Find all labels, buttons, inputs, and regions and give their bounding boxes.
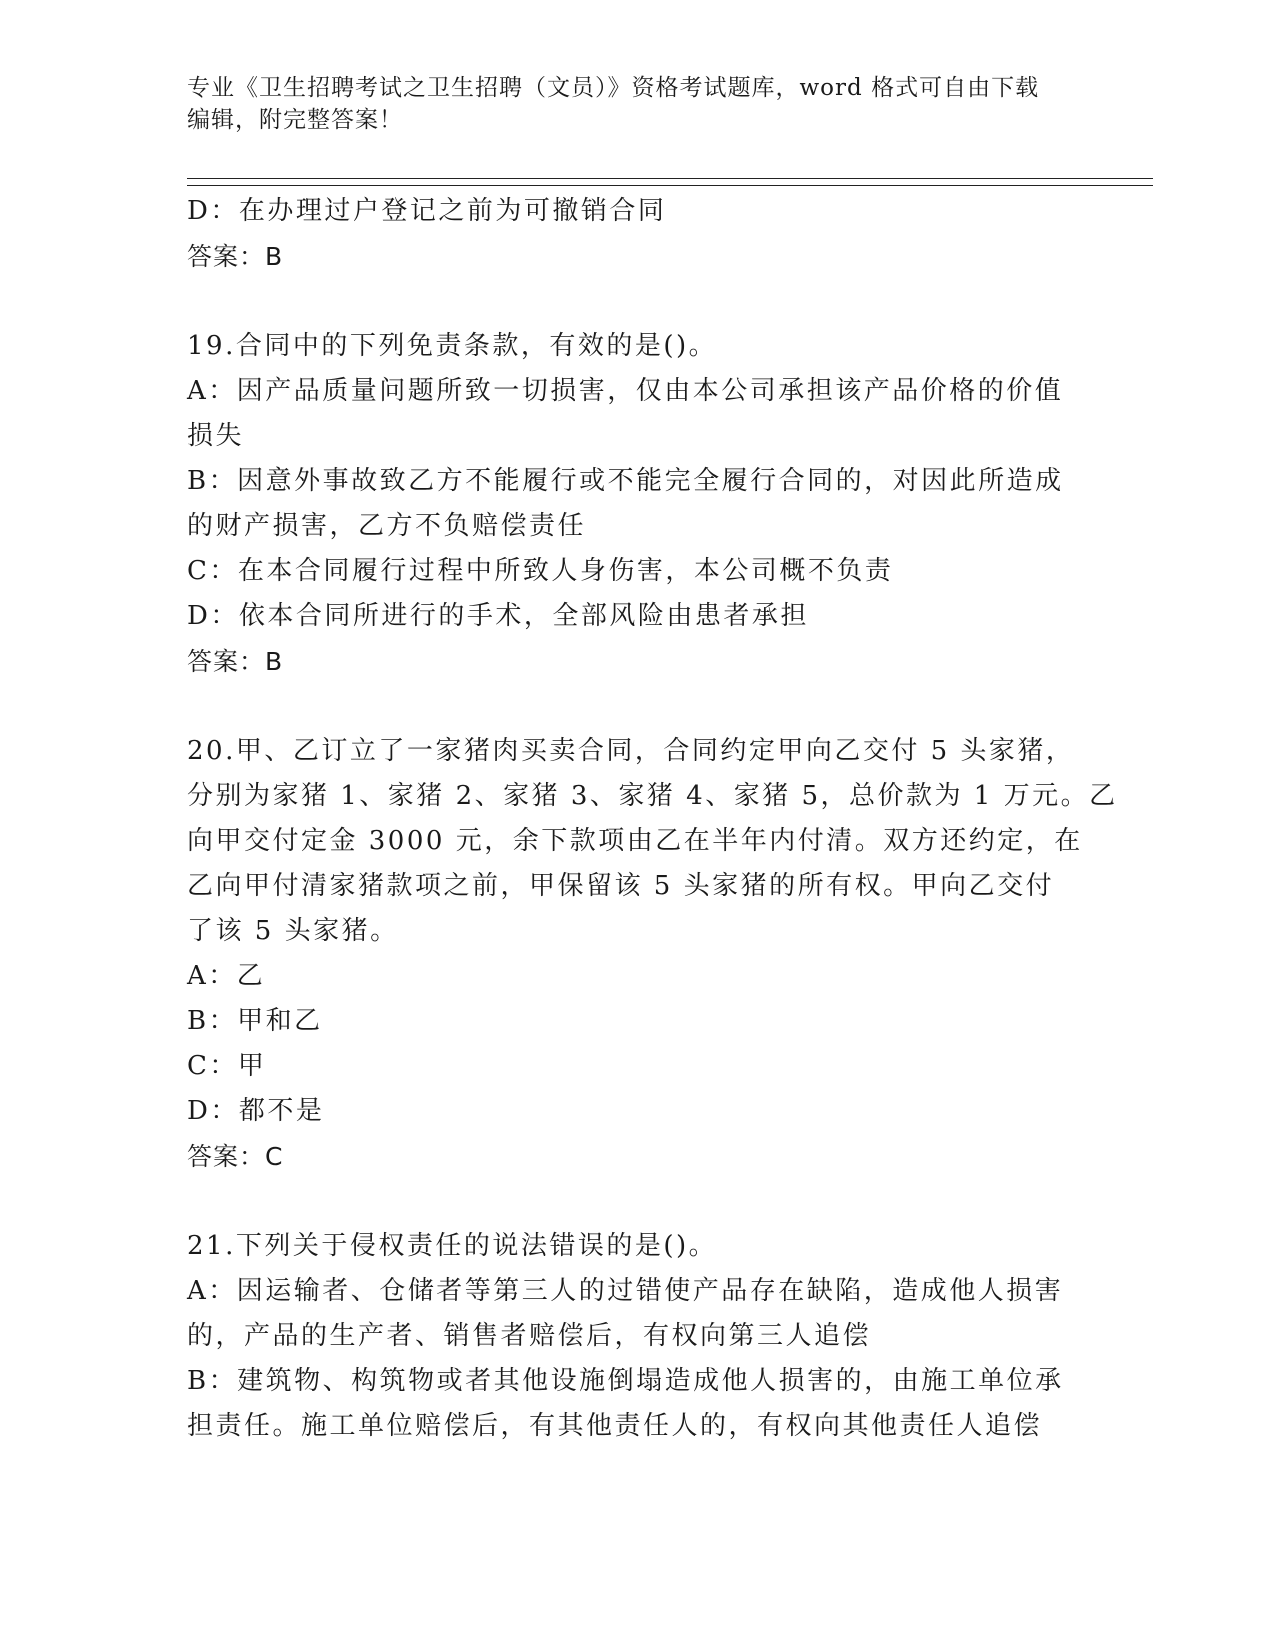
q19-option-b-line-2: 的财产损害，乙方不负赔偿责任 xyxy=(187,511,587,541)
q20-stem-line-3: 向甲交付定金 3000 元，余下款项由乙在半年内付清。双方还约定，在 xyxy=(187,826,1083,856)
q20-stem-line-1: 20.甲、乙订立了一家猪肉买卖合同，合同约定甲向乙交付 5 头家猪， xyxy=(187,736,1075,766)
question-20 xyxy=(187,729,1118,1179)
q20-stem-line-4: 乙向甲付清家猪款项之前，甲保留该 5 头家猪的所有权。甲向乙交付 xyxy=(187,871,1055,901)
q19-option-d: D：依本合同所进行的手术，全部风险由患者承担 xyxy=(187,601,809,631)
q21-option-b-line-1: B：建筑物、构筑物或者其他设施倒塌造成他人损害的，由施工单位承 xyxy=(187,1366,1064,1396)
spacer xyxy=(187,684,1087,729)
q20-option-a: A：乙 xyxy=(187,961,266,991)
page-header xyxy=(187,72,1067,136)
question-content xyxy=(187,189,1118,1449)
spacer xyxy=(187,1179,1087,1224)
q20-option-b: B：甲和乙 xyxy=(187,1006,323,1036)
q20-answer: 答案：C xyxy=(187,1142,284,1171)
q20-stem-line-5: 了该 5 头家猪。 xyxy=(187,916,399,946)
header-divider xyxy=(187,178,1153,186)
question-21 xyxy=(187,1224,1087,1449)
q19-stem: 19.合同中的下列免责条款，有效的是()。 xyxy=(187,331,718,361)
spacer xyxy=(187,279,1087,324)
q18-option-d: D：在办理过户登记之前为可撤销合同 xyxy=(187,196,667,226)
q21-option-a-line-2: 的，产品的生产者、销售者赔偿后，有权向第三人追偿 xyxy=(187,1321,872,1351)
header-line-1: 专业《卫生招聘考试之卫生招聘（文员）》资格考试题库，word 格式可自由下载 xyxy=(187,75,1040,101)
q20-option-c: C：甲 xyxy=(187,1051,267,1081)
q19-answer: 答案：B xyxy=(187,647,284,676)
q20-option-d: D：都不是 xyxy=(187,1096,325,1126)
q19-option-a-line-2: 损失 xyxy=(187,421,245,451)
question-18-fragment xyxy=(187,189,1087,279)
q20-stem-line-2: 分别为家猪 1、家猪 2、家猪 3、家猪 4、家猪 5，总价款为 1 万元。乙 xyxy=(187,781,1118,811)
header-line-2: 编辑，附完整答案！ xyxy=(187,107,403,133)
q21-option-a-line-1: A：因运输者、仓储者等第三人的过错使产品存在缺陷，造成他人损害 xyxy=(187,1276,1064,1306)
q19-option-a-line-1: A：因产品质量问题所致一切损害，仅由本公司承担该产品价格的价值 xyxy=(187,376,1064,406)
q18-answer: 答案：B xyxy=(187,242,284,271)
q21-option-b-line-2: 担责任。施工单位赔偿后，有其他责任人的，有权向其他责任人追偿 xyxy=(187,1411,1043,1441)
q19-option-b-line-1: B：因意外事故致乙方不能履行或不能完全履行合同的，对因此所造成 xyxy=(187,466,1064,496)
q21-stem: 21.下列关于侵权责任的说法错误的是()。 xyxy=(187,1231,718,1261)
q19-option-c: C：在本合同履行过程中所致人身伤害，本公司概不负责 xyxy=(187,556,894,586)
question-19 xyxy=(187,324,1087,684)
